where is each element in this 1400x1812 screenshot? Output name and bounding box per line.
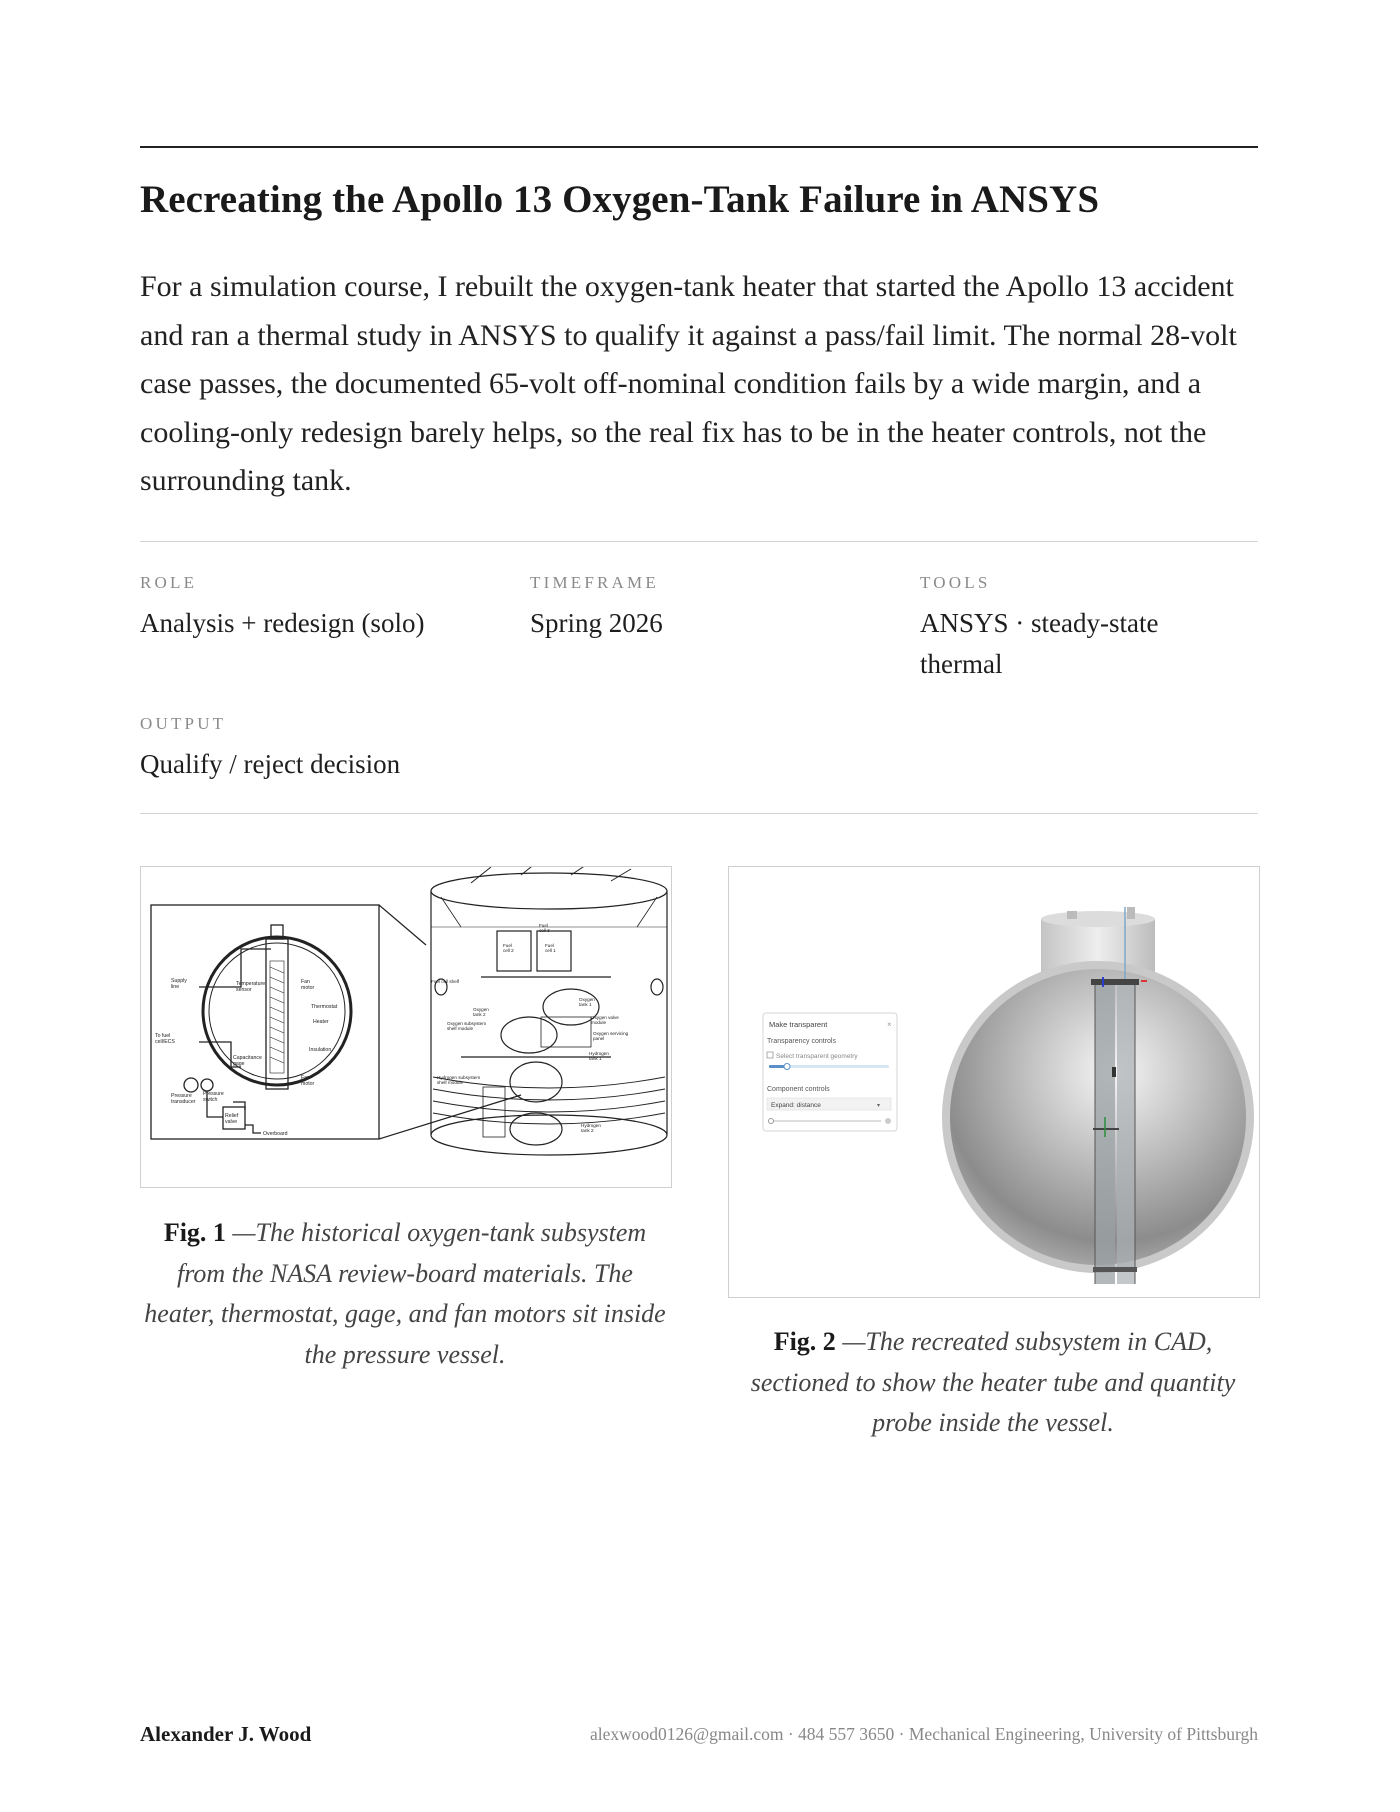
panel-checkbox-label: Select transparent geometry	[776, 1053, 858, 1060]
figure-1-label: Fig. 1	[163, 1218, 226, 1247]
svg-text:tank 2: tank 2	[581, 1128, 594, 1133]
make-transparent-panel	[763, 1013, 897, 1131]
svg-text:shelf module: shelf module	[437, 1080, 464, 1085]
svg-text:Insulation: Insulation	[309, 1047, 332, 1053]
svg-text:Fan: Fan	[301, 979, 310, 985]
svg-text:motor: motor	[301, 985, 315, 991]
svg-text:transducer: transducer	[171, 1099, 196, 1105]
svg-text:tank 1: tank 1	[589, 1056, 602, 1061]
svg-text:Pressure: Pressure	[203, 1091, 224, 1097]
top-rule	[140, 146, 1258, 148]
tools-label: TOOLS	[920, 573, 991, 592]
role-label: ROLE	[140, 573, 198, 592]
svg-text:shelf module: shelf module	[447, 1026, 474, 1031]
info-icon	[885, 1118, 891, 1124]
cad-tank-render	[729, 867, 1259, 1297]
figure-2-image	[728, 866, 1260, 1298]
svg-text:panel: panel	[593, 1036, 605, 1041]
close-icon: ×	[887, 1020, 892, 1029]
svg-text:Heater: Heater	[313, 1019, 329, 1025]
svg-text:Hydrogen subsystem: Hydrogen subsystem	[437, 1075, 481, 1080]
svg-text:Fan: Fan	[301, 1075, 310, 1081]
svg-text:Oxygen servicing: Oxygen servicing	[593, 1031, 629, 1036]
panel-section-2: Component controls	[767, 1086, 830, 1093]
svg-text:Fuel: Fuel	[545, 943, 554, 948]
figure-1-caption	[140, 1213, 670, 1375]
output-label: OUTPUT	[140, 714, 227, 733]
svg-text:module: module	[591, 1020, 607, 1025]
svg-text:Oxygen: Oxygen	[473, 1007, 489, 1012]
svg-text:cell 1: cell 1	[545, 948, 556, 953]
svg-text:tank 2: tank 2	[473, 1012, 486, 1017]
svg-text:Capacitance: Capacitance	[233, 1055, 262, 1061]
timeframe-label: TIMEFRAME	[530, 573, 659, 592]
svg-text:Oxygen: Oxygen	[579, 997, 595, 1002]
svg-text:cell/ECS: cell/ECS	[155, 1039, 175, 1045]
figure-1-caption-text: —The historical oxygen-tank subsystem from the NASA review-board materials. The heater, thermostat, gage, and fan motors sit inside the pressure vessel.	[144, 1218, 666, 1369]
svg-text:cell 2: cell 2	[503, 948, 514, 953]
figure-2-label: Fig. 2	[773, 1327, 836, 1356]
meta-divider-bottom	[140, 813, 1258, 814]
figure-2-caption	[728, 1322, 1258, 1444]
svg-text:Pressure: Pressure	[171, 1093, 192, 1099]
timeframe-value: Spring 2026	[530, 608, 663, 638]
svg-text:Fuel: Fuel	[539, 923, 548, 928]
meta-divider-top	[140, 541, 1258, 542]
svg-text:motor: motor	[301, 1081, 315, 1087]
svg-text:Hydrogen: Hydrogen	[581, 1123, 601, 1128]
svg-text:Oxygen subsystem: Oxygen subsystem	[447, 1021, 487, 1026]
figure-1-image	[140, 866, 672, 1188]
svg-text:valve: valve	[225, 1119, 238, 1125]
svg-text:Fuel: Fuel	[503, 943, 512, 948]
svg-text:Relief: Relief	[225, 1113, 239, 1119]
oxygen-tank-schematic	[141, 867, 671, 1187]
panel-dropdown: Expand: distance	[771, 1102, 821, 1109]
svg-text:Overboard: Overboard	[263, 1131, 288, 1137]
panel-section-1: Transparency controls	[767, 1038, 836, 1045]
tools-value: ANSYS · steady-state thermal	[920, 608, 1159, 679]
figure-2-caption-text: —The recreated subsystem in CAD, sectioned to show the heater tube and quantity probe inside the vessel.	[750, 1327, 1236, 1437]
svg-text:tank 1: tank 1	[579, 1002, 592, 1007]
svg-text:Fuel cell shelf: Fuel cell shelf	[431, 979, 460, 984]
role-value: Analysis + redesign (solo)	[140, 608, 425, 638]
page-title: Recreating the Apollo 13 Oxygen-Tank Failure in ANSYS	[140, 178, 1100, 221]
svg-text:Supply: Supply	[171, 978, 187, 984]
footer-contact-info: alexwood0126@gmail.com · 484 557 3650 · Mechanical Engineering, University of Pittsburgh	[589, 1724, 1258, 1744]
panel-title: Make transparent	[769, 1020, 828, 1029]
svg-text:switch: switch	[203, 1097, 218, 1103]
svg-text:Oxygen valve: Oxygen valve	[591, 1015, 619, 1020]
intro-paragraph: For a simulation course, I rebuilt the oxygen-tank heater that started the Apollo 13 accident and ran a thermal study in ANSYS to qualify it against a pass/fail limit. The normal 28-volt case passes, the documented 65-volt off-nominal condition fails by a wide margin, and a cooling-only redesign barely helps, so the real fix has to be in the heater controls, not the surrounding tank.	[140, 270, 1237, 497]
footer-author-name: Alexander J. Wood	[140, 1722, 312, 1746]
output-value: Qualify / reject decision	[140, 749, 401, 779]
svg-text:To fuel: To fuel	[155, 1033, 171, 1039]
svg-text:Temperature: Temperature	[236, 981, 266, 987]
svg-text:line: line	[171, 984, 180, 990]
dropdown-caret-icon: ▾	[877, 1103, 881, 1109]
svg-text:gage: gage	[233, 1061, 245, 1067]
svg-text:Hydrogen: Hydrogen	[589, 1051, 609, 1056]
svg-text:cell 3: cell 3	[539, 928, 550, 933]
svg-text:Thermostat: Thermostat	[311, 1004, 338, 1010]
svg-text:sensor: sensor	[236, 987, 252, 993]
